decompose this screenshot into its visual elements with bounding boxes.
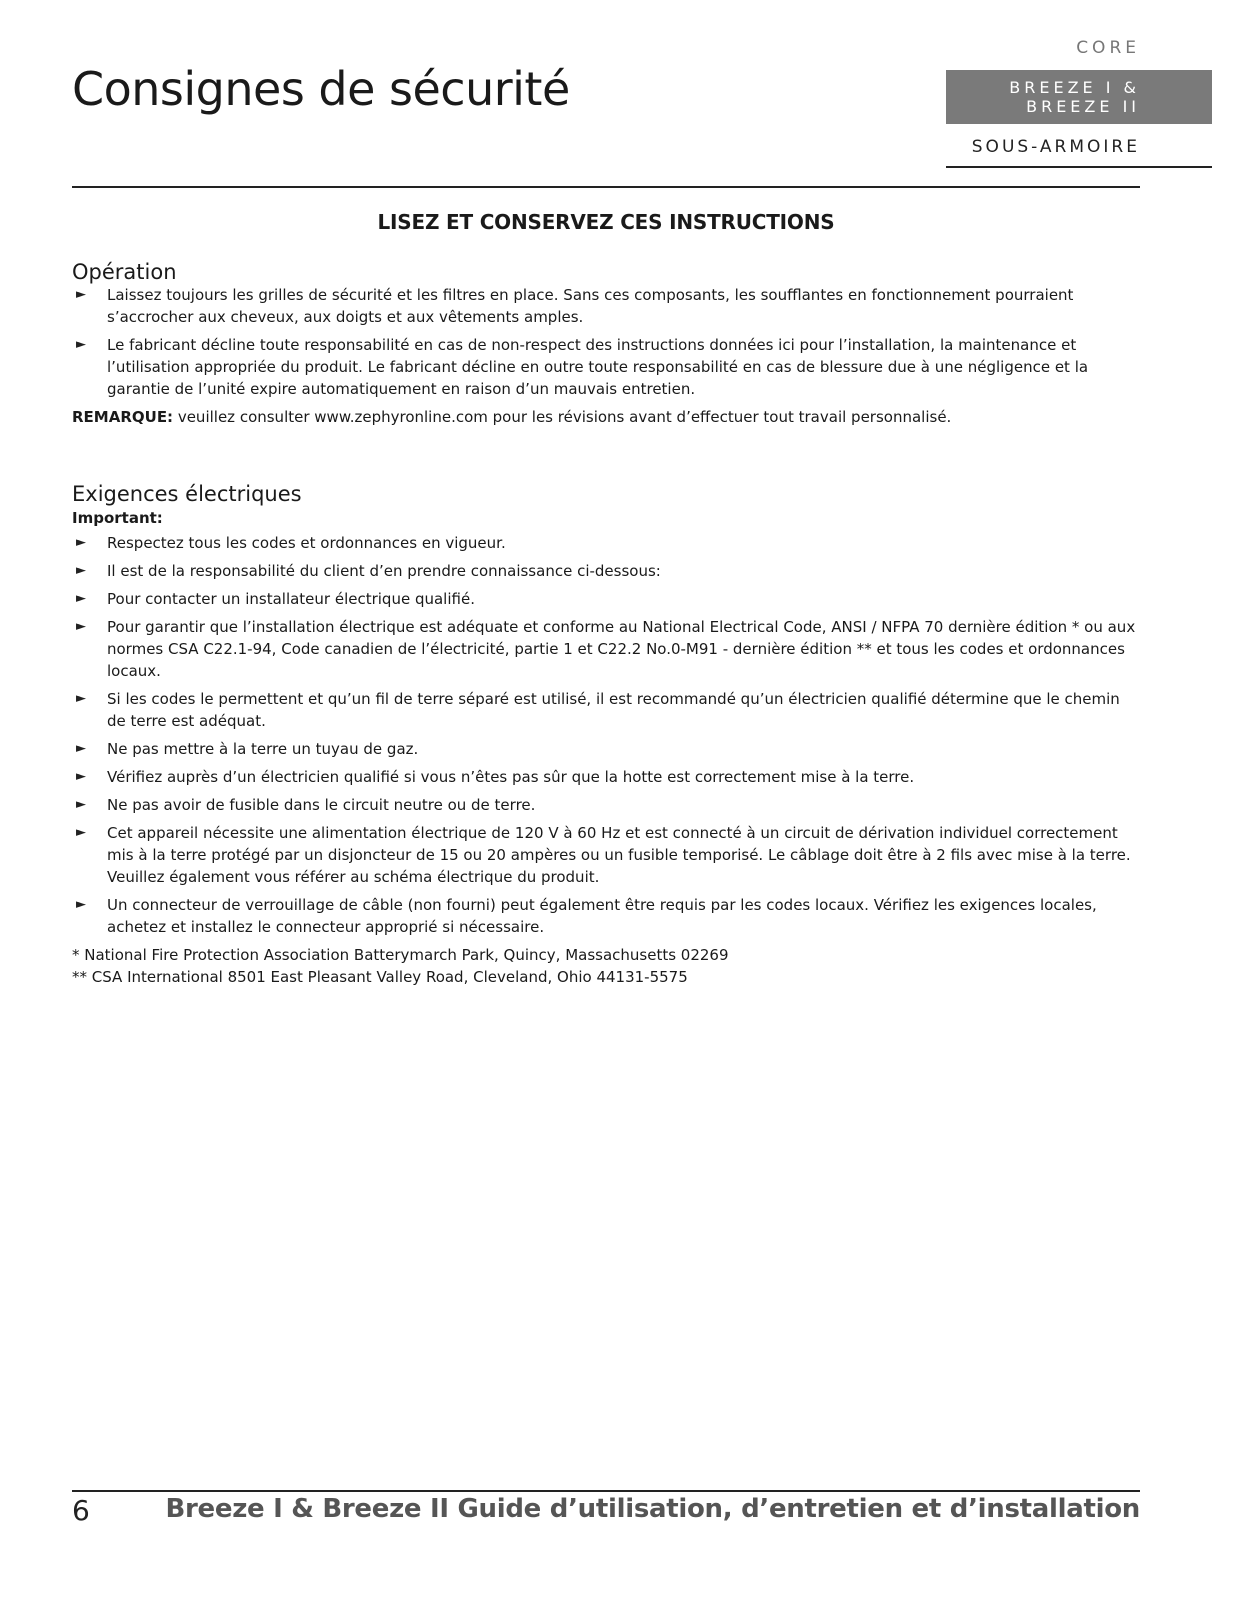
list-item <box>72 560 1140 582</box>
bullet-arrow-icon: ► <box>76 337 86 352</box>
electrical-heading: Exigences électriques <box>72 482 302 506</box>
important-label: Important: <box>72 509 163 527</box>
list-item-text: Ne pas mettre à la terre un tuyau de gaz. <box>107 740 419 758</box>
list-item-text: Laissez toujours les grilles de sécurité et les filtres en place. Sans ces composants, les soufflantes en fonctionnement pourraient s’accrocher aux cheveux, aux doigts et aux vêtements amples. <box>107 286 1074 326</box>
list-item-text: Il est de la responsabilité du client d’en prendre connaissance ci-dessous: <box>107 562 661 580</box>
list-item <box>72 616 1140 682</box>
bullet-arrow-icon: ► <box>76 741 86 756</box>
list-item-text: Respectez tous les codes et ordonnances en vigueur. <box>107 534 506 552</box>
list-item <box>72 532 1140 554</box>
list-item <box>72 738 1140 760</box>
list-item <box>72 688 1140 732</box>
footer-title: Breeze I & Breeze II Guide d’utilisation, d’entretien et d’installation <box>165 1494 1140 1524</box>
list-item <box>72 894 1140 938</box>
bullet-arrow-icon: ► <box>76 825 86 840</box>
operation-heading: Opération <box>72 260 177 284</box>
bullet-arrow-icon: ► <box>76 535 86 550</box>
list-item-text: Si les codes le permettent et qu’un fil de terre séparé est utilisé, il est recommandé qu’un électricien qualifié détermine que le chemin de terre est adéquat. <box>107 690 1120 730</box>
list-item <box>72 766 1140 788</box>
bullet-arrow-icon: ► <box>76 691 86 706</box>
remark-label: REMARQUE: <box>72 408 174 426</box>
list-item <box>72 334 1140 400</box>
bullet-arrow-icon: ► <box>76 769 86 784</box>
list-item-text: Vérifiez auprès d’un électricien qualifié si vous n’êtes pas sûr que la hotte est correctement mise à la terre. <box>107 768 915 786</box>
list-item-text: Le fabricant décline toute responsabilité en cas de non-respect des instructions données ici pour l’installation, la maintenance et l’utilisation appropriée du produit. Le fabricant décline en outre toute responsabilité en cas de blessure due à une négligence et la garantie de l’unité expire automatiquement en raison d’un mauvais entretien. <box>107 336 1089 398</box>
list-item-text: Ne pas avoir de fusible dans le circuit neutre ou de terre. <box>107 796 536 814</box>
bullet-arrow-icon: ► <box>76 563 86 578</box>
bullet-arrow-icon: ► <box>76 287 86 302</box>
list-item-text: Pour garantir que l’installation électrique est adéquate et conforme au National Electrical Code, ANSI / NFPA 70 dernière édition * ou aux normes CSA C22.1-94, Code canadien de l’électricité, partie 1 et C22.2 No.0-M91 - dernière édition ** et tous les codes et ordonnances locaux. <box>107 618 1136 680</box>
header-divider <box>72 186 1140 188</box>
remark-note <box>72 406 1140 428</box>
bullet-arrow-icon: ► <box>76 897 86 912</box>
footer-divider <box>72 1490 1140 1492</box>
list-item-text: Cet appareil nécessite une alimentation électrique de 120 V à 60 Hz et est connecté à un circuit de dérivation individuel correctement mis à la terre protégé par un disjoncteur de 15 ou 20 ampères ou un fusible temporisé. Le câblage doit être à 2 fils avec mise à la terre. Veuillez également vous référer au schéma électrique du produit. <box>107 824 1131 886</box>
remark-text: veuillez consulter www.zephyronline.com pour les révisions avant d’effectuer tout travail personnalisé. <box>173 408 952 426</box>
product-tabs <box>946 34 1212 168</box>
instructions-title: LISEZ ET CONSERVEZ CES INSTRUCTIONS <box>377 210 835 234</box>
list-item-text: Un connecteur de verrouillage de câble (non fourni) peut également être requis par les codes locaux. Vérifiez les exigences locales, achetez et installez le connecteur approprié si nécessaire. <box>107 896 1097 936</box>
main-content <box>72 210 1140 988</box>
page-title: Consignes de sécurité <box>72 62 570 116</box>
page-number: 6 <box>72 1494 90 1527</box>
list-item <box>72 588 1140 610</box>
electrical-list <box>72 532 1140 938</box>
footnote-nfpa: * National Fire Protection Association Batterymarch Park, Quincy, Massachusetts 02269 <box>72 946 729 964</box>
list-item <box>72 284 1140 328</box>
list-item <box>72 794 1140 816</box>
tab-breeze: BREEZE I & BREEZE II <box>946 70 1212 124</box>
bullet-arrow-icon: ► <box>76 797 86 812</box>
bullet-arrow-icon: ► <box>76 591 86 606</box>
tab-sous-armoire: SOUS-ARMOIRE <box>946 124 1212 168</box>
list-item <box>72 822 1140 888</box>
bullet-arrow-icon: ► <box>76 619 86 634</box>
list-item-text: Pour contacter un installateur électrique qualifié. <box>107 590 475 608</box>
operation-list <box>72 284 1140 400</box>
footnote-csa: ** CSA International 8501 East Pleasant Valley Road, Cleveland, Ohio 44131-5575 <box>72 968 688 986</box>
tab-core: CORE <box>1076 38 1140 58</box>
